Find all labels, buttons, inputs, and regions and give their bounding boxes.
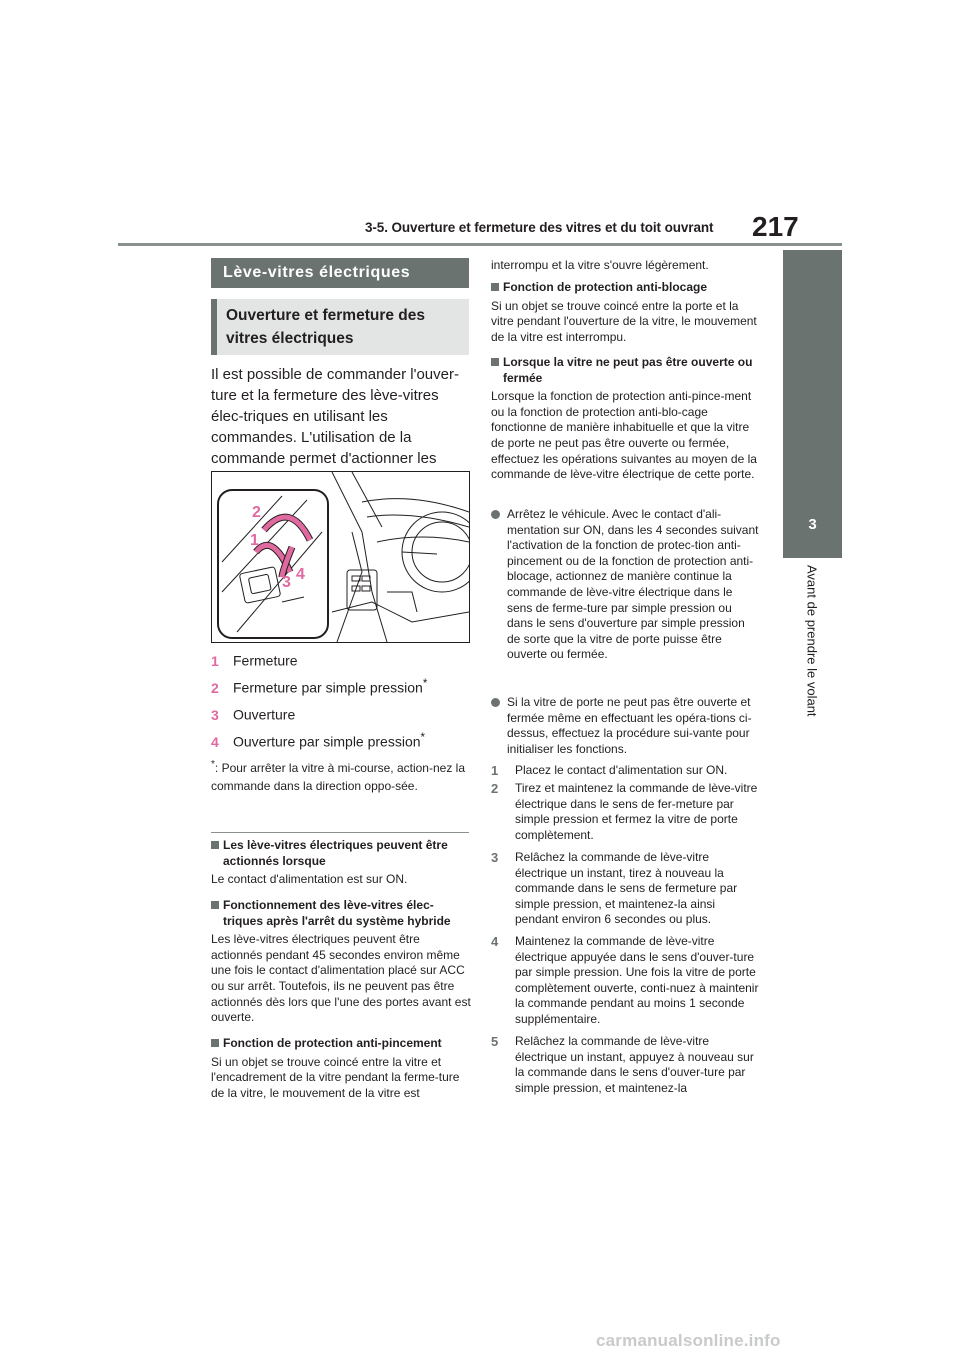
step-item — [491, 1034, 761, 1096]
intro-paragraph: Il est possible de commander l'ouver-ture et la fermeture des lève-vitres élec-triques en utilisant les commandes. L'utilisation de la commande permet d'actionner les — [211, 366, 459, 467]
square-bullet-icon — [491, 283, 499, 291]
figure-callout-1: 1 — [250, 532, 259, 549]
chapter-number: 3 — [808, 516, 817, 533]
info-body: Si un objet se trouve coincé entre la porte et la vitre pendant l'ouverture de la vitre, le mouvement de la vitre est interrompu. — [491, 298, 757, 344]
step-text: Tirez et maintenez la commande de lève-vitre électrique dans le sens de fer-meture par simple pression et fermez la vitre de porte complètement. — [515, 781, 758, 842]
bullet-item — [491, 695, 761, 757]
legend-number: 4 — [211, 733, 219, 750]
section-separator — [211, 832, 469, 833]
running-header: 3-5. Ouverture et fermeture des vitres et du toit ouvrant — [365, 220, 714, 235]
bullet-text: Si la vitre de porte ne peut pas être ouverte et fermée même en effectuant les opéra-tions ci-dessus, effectuez la procédure sui-vante pour initialiser les fonctions. — [507, 695, 752, 756]
info-heading-row — [211, 1036, 473, 1052]
info-block — [211, 838, 473, 888]
info-heading-row — [491, 355, 761, 386]
step-item — [491, 850, 761, 928]
square-bullet-icon — [211, 901, 219, 909]
step-number: 4 — [491, 934, 499, 949]
step-text: Relâchez la commande de lève-vitre électrique un instant, tirez à nouveau la commande dans le sens de fermeture par simple pression, et maintenez-la ainsi pendant environ 6 secondes ou plus. — [515, 850, 738, 927]
round-bullet-icon — [491, 510, 500, 519]
legend-number: 3 — [211, 706, 219, 723]
step-item — [491, 781, 761, 843]
step-number: 1 — [491, 763, 499, 778]
info-block — [491, 280, 761, 345]
section-title: Lève-vitres électriques — [211, 258, 469, 288]
legend-item — [211, 650, 471, 669]
info-heading: Lorsque la vitre ne peut pas être ouverte ou fermée — [503, 355, 753, 385]
window-switch-illustration — [211, 471, 470, 643]
footnote-mark: * — [211, 759, 215, 770]
info-body: Lorsque la fonction de protection anti-pince-ment ou la fonction de protection anti-blo-cage fonctionne de manière inhabituelle et que la vitre de porte ne peut pas être ouverte ou fermée, effectuez les opérations suivantes au moyen de la commande de lève-vitre électrique de cette porte. — [491, 389, 757, 482]
legend-item — [211, 731, 471, 750]
step-number: 2 — [491, 781, 499, 796]
figure-callout-4: 4 — [296, 566, 305, 583]
legend-star: * — [422, 677, 428, 690]
figure-callout-3: 3 — [282, 574, 291, 591]
dashboard-drawing — [212, 472, 469, 642]
info-body: Si un objet se trouve coincé entre la vitre et l'encadrement de la vitre pendant la ferme-ture de la vitre, le mouvement de la vitre est — [211, 1054, 460, 1100]
step-number: 3 — [491, 850, 499, 865]
square-bullet-icon — [211, 841, 219, 849]
info-heading-row — [491, 280, 761, 296]
info-body: Le contact d'alimentation est sur ON. — [211, 872, 408, 887]
legend-text: Ouverture par simple pression — [233, 733, 421, 750]
watermark: carmanualsonline.info — [596, 1331, 781, 1350]
bullet-text: Arrêtez le véhicule. Avec le contact d'ali-mentation sur ON, dans les 4 secondes suivant l'activation de la fonction de protec-tion anti-pincement ou de la fonction de protection anti-blocage, actionnez de manière continue la commande de lève-vitre électrique dans le sens de ferme-ture par simple pression ou dans le sens d'ouverture par simple pression de sorte que la vitre de porte puisse être ouverte ou fermée. — [507, 507, 759, 662]
chapter-tab — [783, 250, 842, 558]
bullet-item — [491, 507, 761, 663]
info-heading-row — [211, 838, 473, 869]
step-item — [491, 934, 761, 1028]
info-block — [491, 355, 761, 483]
square-bullet-icon — [211, 1039, 219, 1047]
zoom-inset — [218, 490, 328, 638]
round-bullet-icon — [491, 698, 500, 707]
step-text: Relâchez la commande de lève-vitre électrique un instant, appuyez à nouveau sur la commande dans le sens d'ouver-ture par simple pression, et maintenez-la — [515, 1034, 754, 1095]
legend-number: 1 — [211, 652, 219, 669]
legend-star: * — [420, 731, 426, 744]
info-heading: Fonction de protection anti-blocage — [503, 280, 707, 294]
footnote — [211, 756, 473, 795]
legend-item — [211, 677, 471, 696]
footnote-text: : Pour arrêter la vitre à mi-course, action-nez la commande dans la direction oppo-sée. — [211, 761, 466, 793]
square-bullet-icon — [491, 358, 499, 366]
info-block — [211, 898, 473, 1026]
figure-callout-2: 2 — [252, 504, 261, 521]
legend-text: Ouverture — [233, 706, 296, 723]
legend-text: Fermeture — [233, 652, 298, 669]
page-number: 217 — [752, 211, 799, 242]
info-block — [211, 1036, 473, 1101]
continued-text: interrompu et la vitre s'ouvre légèrement. — [491, 258, 709, 272]
info-heading: Fonction de protection anti-pincement — [223, 1036, 442, 1050]
subsection-title: Ouverture et fermeture des vitres électriques — [211, 299, 469, 355]
info-body: Les lève-vitres électriques peuvent être actionnés pendant 45 secondes environ même une fois le contact d'alimentation placé sur ACC ou sur arrêt. Toutefois, ils ne peuvent pas être actionnés dès lors que l'une des portes avant est ouverte. — [211, 932, 471, 1025]
step-item — [491, 763, 761, 779]
header-rule — [118, 243, 842, 246]
legend-item — [211, 704, 471, 723]
chapter-label: Avant de prendre le volant — [804, 565, 820, 717]
legend-number: 2 — [211, 679, 219, 696]
info-heading: Les lève-vitres électriques peuvent être actionnés lorsque — [223, 838, 448, 868]
legend-text: Fermeture par simple pression — [233, 679, 423, 696]
step-number: 5 — [491, 1034, 499, 1049]
step-text: Placez le contact d'alimentation sur ON. — [515, 763, 728, 777]
step-text: Maintenez la commande de lève-vitre électrique appuyée dans le sens d'ouver-ture par simple pression. Une fois la vitre de porte complètement ouverte, conti-nuez à maintenir la commande pendant au moins 1 seconde supplémentaire. — [515, 934, 759, 1026]
info-heading-row — [211, 898, 473, 929]
info-heading: Fonctionnement des lève-vitres élec-triques après l'arrêt du système hybride — [223, 898, 451, 928]
